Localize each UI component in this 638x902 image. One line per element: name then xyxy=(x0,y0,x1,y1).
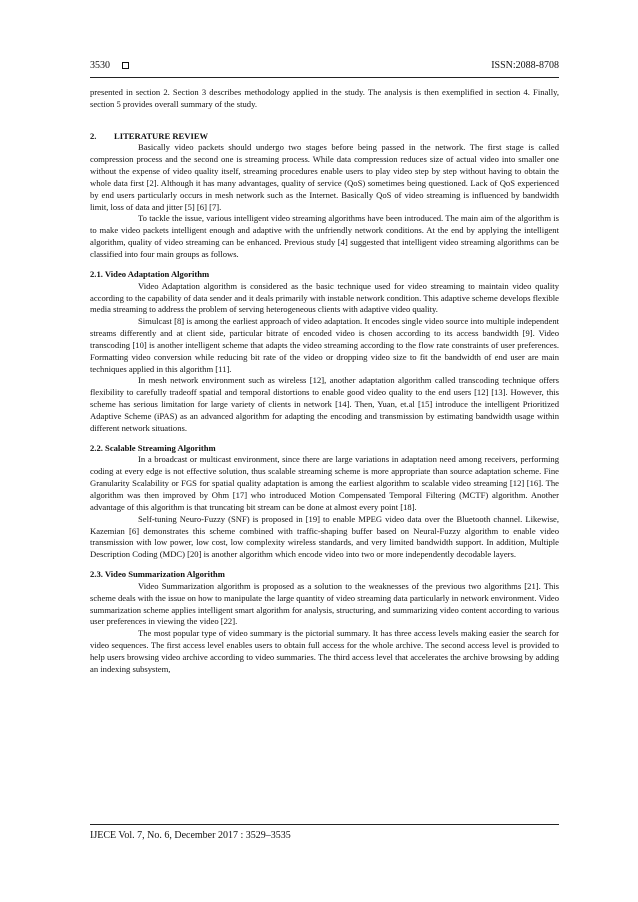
paragraph: Video Adaptation algorithm is considered as the basic technique used for video streaming to maintain video quality according to the capability of data sender and it deals primarily with instable network condition. This adaptive scheme develops flexible media streaming to address the problem of serving heterogeneous clients with adaptive video quality. xyxy=(90,280,559,315)
subsection-heading: 2.3. Video Summarization Algorithm xyxy=(90,569,225,580)
section-title: LITERATURE REVIEW xyxy=(114,130,209,141)
section-heading xyxy=(90,131,559,143)
running-header xyxy=(90,58,559,74)
footer-rule xyxy=(90,824,559,825)
section-number: 2. xyxy=(90,130,97,141)
intro-paragraph: presented in section 2. Section 3 describes methodology applied in the study. The analysis is then exemplified in section 4. Finally, section 5 provides overall summary of the study. xyxy=(90,87,559,109)
paragraph: Basically video packets should undergo two stages before being passed in the network. The first stage is called compression process and the second one is streaming process. While data compression reduces size of actual video into smaller one without the expense of video quality itself, streaming procedures enable users to play video step by step without having to obtain the whole data first [2]. Although it has many advantages, quality of service (QoS) sometimes being questioned. Lack of QoS experienced by end users particularly occurs in mesh network such as the Internet. Basically QoS of video streaming is influenced by bandwidth limit, loss of data and jitter [5] [6] [7]. xyxy=(90,142,559,212)
paragraph: In mesh network environment such as wireless [12], another adaptation algorithm called transcoding technique offers flexibility to carefully tradeoff spatial and temporal distortions to enable good video quality to the end users [12] [13]. However, this scheme has serious limitation for large variety of clients in network [14]. Then, Yuan, et.al [15] introduce the intelligent Prioritized Adaptive Scheme (iPAS) as an advanced algorithm for adapting the encoding and transmission by estimating bandwidth usage within different network situations. xyxy=(90,375,559,433)
paragraph: To tackle the issue, various intelligent video streaming algorithms have been introduced. The main aim of the algorithm is to make video packets intelligent enough and adaptive with the unfriendly network conditions. At the end by applying the intelligent algorithm, quality of video streaming can be enhanced. Previous study [4] suggested that intelligent video streaming algorithms can be classified into four main groups as follows. xyxy=(90,213,559,259)
paragraph: Simulcast [8] is among the earliest approach of video adaptation. It encodes single video source into multiple independent streams differently and at client side, particular bitrate of encoded video is chosen according to its access bandwidth [9]. Video transcoding [10] is another intelligent scheme that adapts the video streaming according to the flow rate constraints of user preferences. Formatting video conversion while reducing bit rate of the video or dropping video size to fit the bandwidth of end user are main techniques applied in this algorithm [11]. xyxy=(90,316,559,374)
page-number: 3530 xyxy=(90,60,110,71)
paragraph: Video Summarization algorithm is proposed as a solution to the weaknesses of the previous two algorithms [21]. This scheme deals with the issue on how to manipulate the large quantity of video streaming data particularly in network environment. Video summarization scheme applies intelligent smart algorithm for analysis, structuring, and summarizing video content according to various user preferences in viewing the video [22]. xyxy=(90,580,559,627)
paragraph: The most popular type of video summary is the pictorial summary. It has three access levels making easier the search for video sequences. The first access level enables users to obtain full access for the whole archive. The second access level is provided to help users browsing video archive according to video summaries. The third access level that accelerates the archive browsing by adding an indexing subsystem, xyxy=(90,628,559,674)
header-rule xyxy=(90,77,559,78)
subsection-heading: 2.1. Video Adaptation Algorithm xyxy=(90,268,210,279)
paragraph: Self-tuning Neuro-Fuzzy (SNF) is proposed in [19] to enable MPEG video data over the Bluetooth channel. Likewise, Kazemian [6] demonstrates this scheme combined with traffic-shaping buffer based on Neural-Fuzzy algorithm to enable video transmission with low power, low cost, low complexity wireless standards, and very limited bandwidth support. In addition, Multiple Description Coding (MDC) [20] is another algorithm which encode video into two or more independently decodable layers. xyxy=(90,513,559,560)
square-bullet-icon xyxy=(122,62,129,69)
article-body xyxy=(90,87,559,676)
journal-citation: IJECE Vol. 7, No. 6, December 2017 : 3529–3535 xyxy=(90,830,291,841)
subsection-heading: 2.2. Scalable Streaming Algorithm xyxy=(90,442,216,453)
paragraph: In a broadcast or multicast environment, since there are large variations in adaptation need among receivers, performing coding at every edge is not effective solution, thus scalable streaming scheme is more appropriate than source adaptation scheme. Fine Granularity Scalability or FGS for spatial quality adaptation is among the earliest algorithm to scalable video streaming [12] [16]. The algorithm was then improved by Ohm [17] who introduced Motion Compensated Temporal Filtering (MCTF) algorithm. Another advantage of this algorithm is that truncating bit stream can be done at almost every point [18]. xyxy=(90,454,559,512)
issn-label: ISSN:2088-8708 xyxy=(491,60,559,71)
